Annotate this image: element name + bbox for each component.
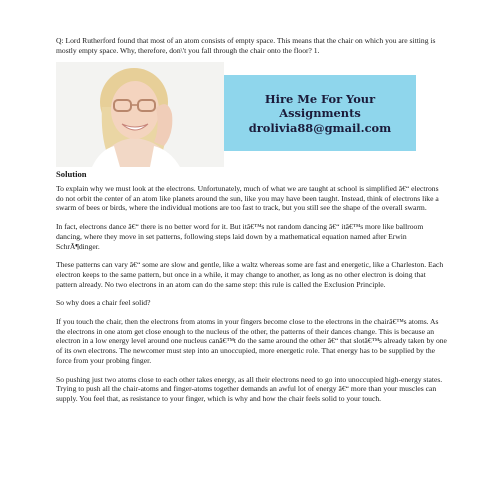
paragraph: To explain why we must look at the electrons. Unfortunately, much of what we are taught at school is simplified â€“ electrons do not orbit the center of an atom like planets around the sun, like you may have been taught. Instead, think of electrons like a swarm of bees or birds, where the individual motions are too fast to track, but you still see the shape of the overall swarm. [56,184,439,213]
woman-photo-icon [56,62,224,167]
document-page [56,36,448,403]
paragraph: In fact, electrons dance â€“ there is no better word for it. But itâ€™s not random dancing â€“ itâ€™s more like ballroom dancing, where they move in set patterns, following steps laid down by a mathematical equation named after Erwin SchrÃ¶dinger. [56,222,424,251]
solution-heading: Solution [56,169,87,179]
advertisement-banner[interactable] [56,62,416,167]
paragraph: If you touch the chair, then the electrons from atoms in your fingers become close to the electrons in the chairâ€™s atoms. As the electrons in one atom get close enough to the nucleus of the other, the patterns of their dances change. This is because an electron in a low energy level around one nucleus canâ€™t do the same around the other â€“ that slotâ€™s already taken by one of its own electrons. The newcomer must step into an unoccupied, more energetic role. That energy has to be supplied by the force from your probing finger. [56,317,447,365]
paragraph: So pushing just two atoms close to each other takes energy, as all their electrons need to go into unoccupied high-energy states. Trying to push all the chair-atoms and finger-atoms together demands an awful lot of energy â€“ more than your muscles can supply. You feel that, as resistance to your finger, which is why and how the chair feels solid to your touch. [56,374,443,403]
ad-text-panel[interactable] [224,75,416,151]
ad-email-link[interactable]: drolivia88@gmail.com [248,120,392,135]
ad-subheadline: Assignments [279,106,361,121]
solution-body [56,184,448,413]
paragraph: So why does a chair feel solid? [56,298,151,308]
paragraph: These patterns can vary â€“ some are slow and gentle, like a waltz whereas some are fast and energetic, like a Charleston. Each electron keeps to the same pattern, but once in a while, it may change to another, as long as no other electron is doing that pattern already. No two electrons in an atom can do the same step: this rule is called the Exclusion Principle. [56,260,444,289]
ad-headline: Hire Me For Your [264,91,376,106]
question-text: Q: Lord Rutherford found that most of an atom consists of empty space. This means that the chair on which you are sitting is mostly empty space. Why, therefore, don\'t you fall through the chair onto the floor? 1. [56,36,436,56]
